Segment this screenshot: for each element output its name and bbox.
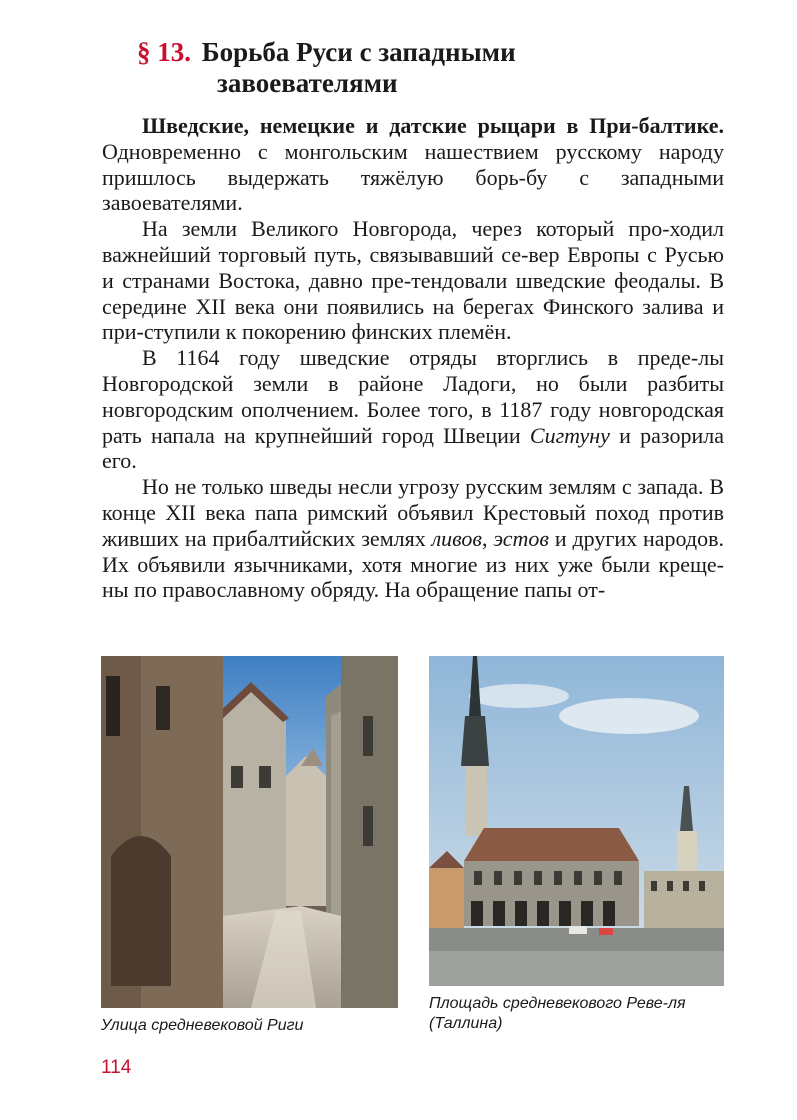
paragraph-4-text-a: Но не только шведы несли угрозу русским землям с запада. В конце XII века папа римский объявил Крестовый поход против живших на прибалтийских землях [102,474,724,551]
photo-riga-street [101,656,398,1008]
section-number: § 13. [137,37,191,67]
caption-riga: Улица средневековой Риги [101,1017,304,1034]
caption-tallinn: Площадь средневекового Реве-ля (Таллина) [429,995,686,1032]
paragraph-1-text: Одновременно с монгольским нашествием русскому народу пришлось выдержать тяжёлую борь-бу с западными завоевателями. [102,138,724,216]
term-livs: ливов [431,525,482,551]
term-sigtuna: Сигтуну [529,422,610,448]
paragraph-2: На земли Великого Новгорода, через который про-ходил важнейший торговый путь, связывавший се-вер Европы с Русью и странами Востока, давно пре-тендовали шведские феодалы. В середине XII века они появились на берегах Финского залива и при-ступили к покорению финских племён. [102,216,724,345]
section-title-line2: завоевателями [217,68,398,98]
subheading: Шведские, немецкие и датские рыцари в При-балтике. [142,113,724,138]
term-ests: эстов [493,525,549,551]
paragraph-4 [102,474,724,603]
paragraph-4-text-b: и других народов. Их объявили язычниками, хотя многие из них уже были креще-ны по православному обряду. На обращение папы от- [102,525,724,603]
paragraph-3-text-a: В 1164 году шведские отряды вторглись в преде-лы Новгородской земли в районе Ладоги, но были разбиты новгородским ополчением. Более того, в 1187 году новгородская рать напала на крупнейший город Швеции [102,345,724,448]
body-text [102,113,724,603]
section-heading [137,37,697,99]
section-title-line1: Борьба Руси с западными [201,37,516,67]
photo-tallinn-square [429,656,724,986]
paragraph-4-sep: , [481,525,494,551]
paragraph-3-text-b: и разорила его. [102,422,724,474]
paragraph-1 [102,113,724,216]
page-number: 114 [101,1057,132,1078]
paragraph-3 [102,345,724,474]
